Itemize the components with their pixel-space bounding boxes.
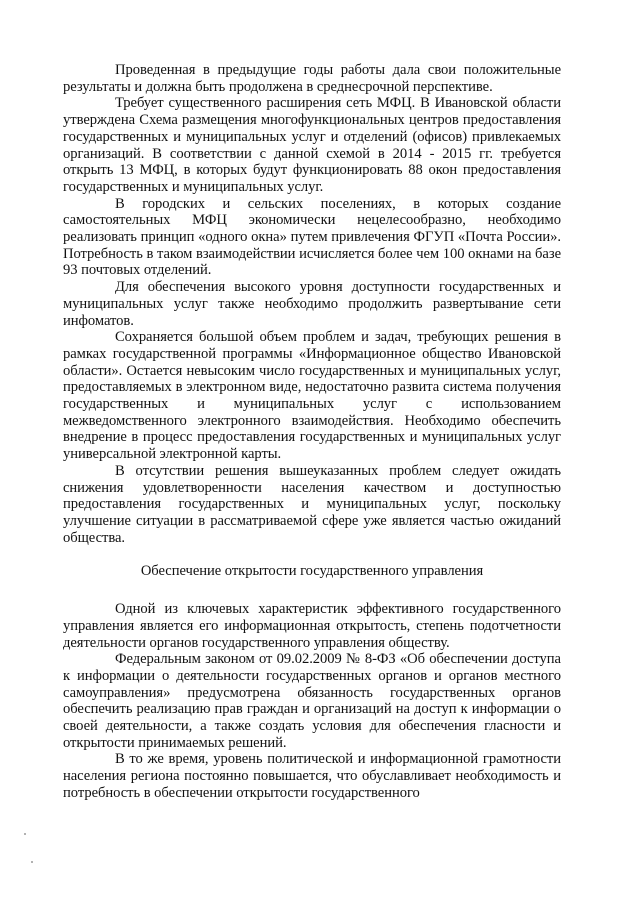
scan-speck [24, 833, 26, 835]
section-spacer-top [63, 546, 561, 563]
paragraph-information-society: Сохраняется большой объем проблем и задач, требующих решения в рамках государственной программы «Информационное общество Ивановской области». Остается невысоким число государственных и муниципальных услуг, предоставляемых в электронном виде, недостаточно развита система получения государственных и муниципальных услуг с использованием межведомственного электронного взаимодействия. Необходимо обеспечить внедрение в процесс предоставления государственных и муниципальных услуг универсальной электронной карты. [63, 329, 561, 463]
paragraph-openness: Одной из ключевых характеристик эффективного государственного управления является его информационная открытость, степень подотчетности деятельности органов государственного управления обществу. [63, 601, 561, 651]
paragraph-infomats: Для обеспечения высокого уровня доступности государственных и муниципальных услуг также необходимо продолжить развертывание сети инфоматов. [63, 279, 561, 329]
section-heading: Обеспечение открытости государственного управления [140, 563, 484, 580]
paragraph-one-window-post: В городских и сельских поселениях, в которых создание самостоятельных МФЦ экономически нецелесообразно, необходимо реализовать принцип «одного окна» путем привлечения ФГУП «Почта России». Потребность в таком взаимодействии исчисляется более чем 100 окнами на базе 93 почтовых отделений. [63, 195, 561, 279]
paragraph-results: Проведенная в предыдущие годы работы дала свои положительные результаты и должна быть продолжена в среднесрочной перспективе. [63, 62, 561, 95]
document-page [63, 62, 561, 802]
section-spacer-bottom [63, 580, 561, 601]
paragraph-federal-law: Федеральным законом от 09.02.2009 № 8-ФЗ «Об обеспечении доступа к информации о деятельности государственных органов и органов местного самоуправления» предусмотрена обязанность государственных органов обеспечить реализацию прав граждан и организаций на доступ к информации о своей деятельности, а также создать условия для обеспечения гласности и открытости принимаемых решений. [63, 651, 561, 751]
scan-speck [31, 861, 33, 863]
paragraph-mfc-network: Требует существенного расширения сеть МФЦ. В Ивановской области утверждена Схема размещения многофункциональных центров предоставления государственных и муниципальных услуг и отделений (офисов) привлекаемых организаций. В соответствии с данной схемой в 2014 - 2015 гг. требуется открыть 13 МФЦ, в которых будут функционировать 88 окон предоставления государственных и муниципальных услуг. [63, 95, 561, 195]
paragraph-literacy: В то же время, уровень политической и информационной грамотности населения региона постоянно повышается, что обуславливает необходимость и потребность в обеспечении открытости государственного [63, 751, 561, 801]
paragraph-expectations: В отсутствии решения вышеуказанных проблем следует ожидать снижения удовлетворенности населения качеством и доступностью предоставления государственных и муниципальных услуг, поскольку улучшение ситуации в рассматриваемой сфере уже является частью ожиданий общества. [63, 462, 561, 546]
